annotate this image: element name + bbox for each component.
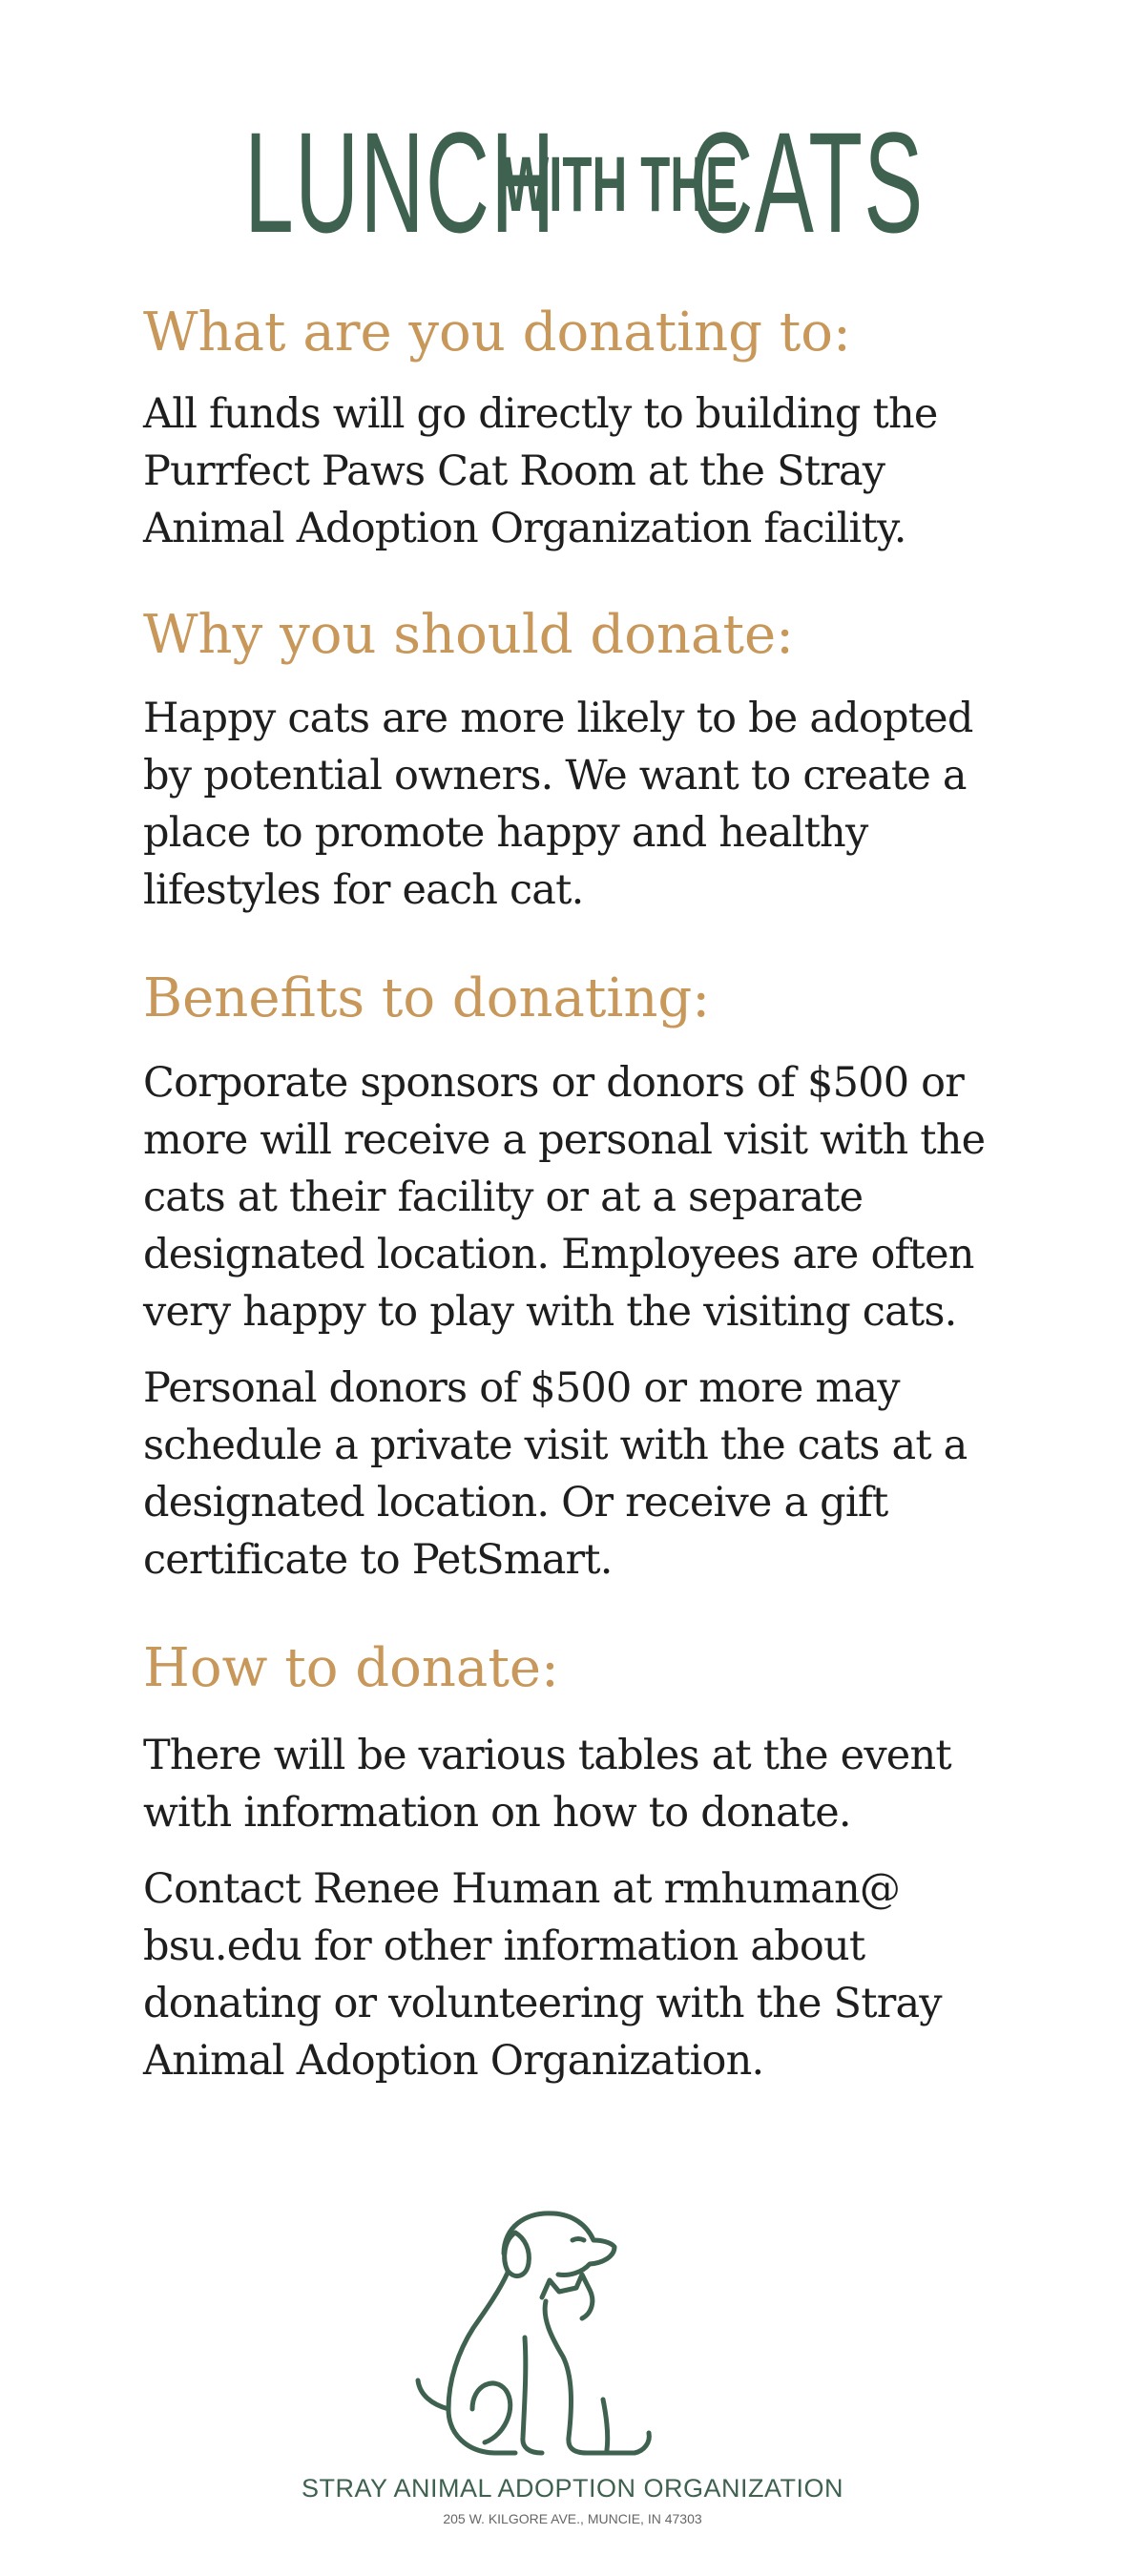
paragraph-how-contact: Contact Renee Human at rmhuman@ bsu.edu for other information about donating or volunteering with the Stray Animal Adoption Organization. xyxy=(143,1864,942,2085)
title-word-lunch: LUNCH xyxy=(244,102,556,263)
title-word-with-the: WITH THE xyxy=(503,141,738,229)
dog-and-cat-logo-icon xyxy=(382,2185,668,2471)
flyer-title xyxy=(0,102,1145,263)
org-name: STRAY ANIMAL ADOPTION ORGANIZATION xyxy=(301,2474,844,2503)
org-address: 205 W. KILGORE AVE., MUNCIE, IN 47303 xyxy=(443,2511,702,2526)
paragraph-benefits-personal: Personal donors of $500 or more may schedule a private visit with the cats at a designated location. Or receive a gift certificate to PetSmart. xyxy=(143,1363,968,1584)
heading-benefits: Benefits to donating: xyxy=(143,967,711,1030)
paragraph-why-donate: Happy cats are more likely to be adopted by potential owners. We want to create a place to promote happy and healthy lifestyles for each cat. xyxy=(143,695,973,915)
paragraph-benefits-corporate: Corporate sponsors or donors of $500 or more will receive a personal visit with the cats at their facility or at a separate designated location. Employees are often very happy to play with the visiting cats. xyxy=(143,1058,986,1336)
title-word-cats: CATS xyxy=(689,102,925,263)
heading-donating-to: What are you donating to: xyxy=(143,301,851,364)
paragraph-how-tables: There will be various tables at the event with information on how to donate. xyxy=(143,1731,951,1837)
heading-why-donate: Why you should donate: xyxy=(143,604,794,667)
heading-how-to-donate: How to donate: xyxy=(143,1636,559,1699)
paragraph-donating-to: All funds will go directly to building the Purrfect Paws Cat Room at the Stray Animal Adoption Organization facility. xyxy=(143,390,938,553)
flyer-content xyxy=(143,301,1021,2089)
